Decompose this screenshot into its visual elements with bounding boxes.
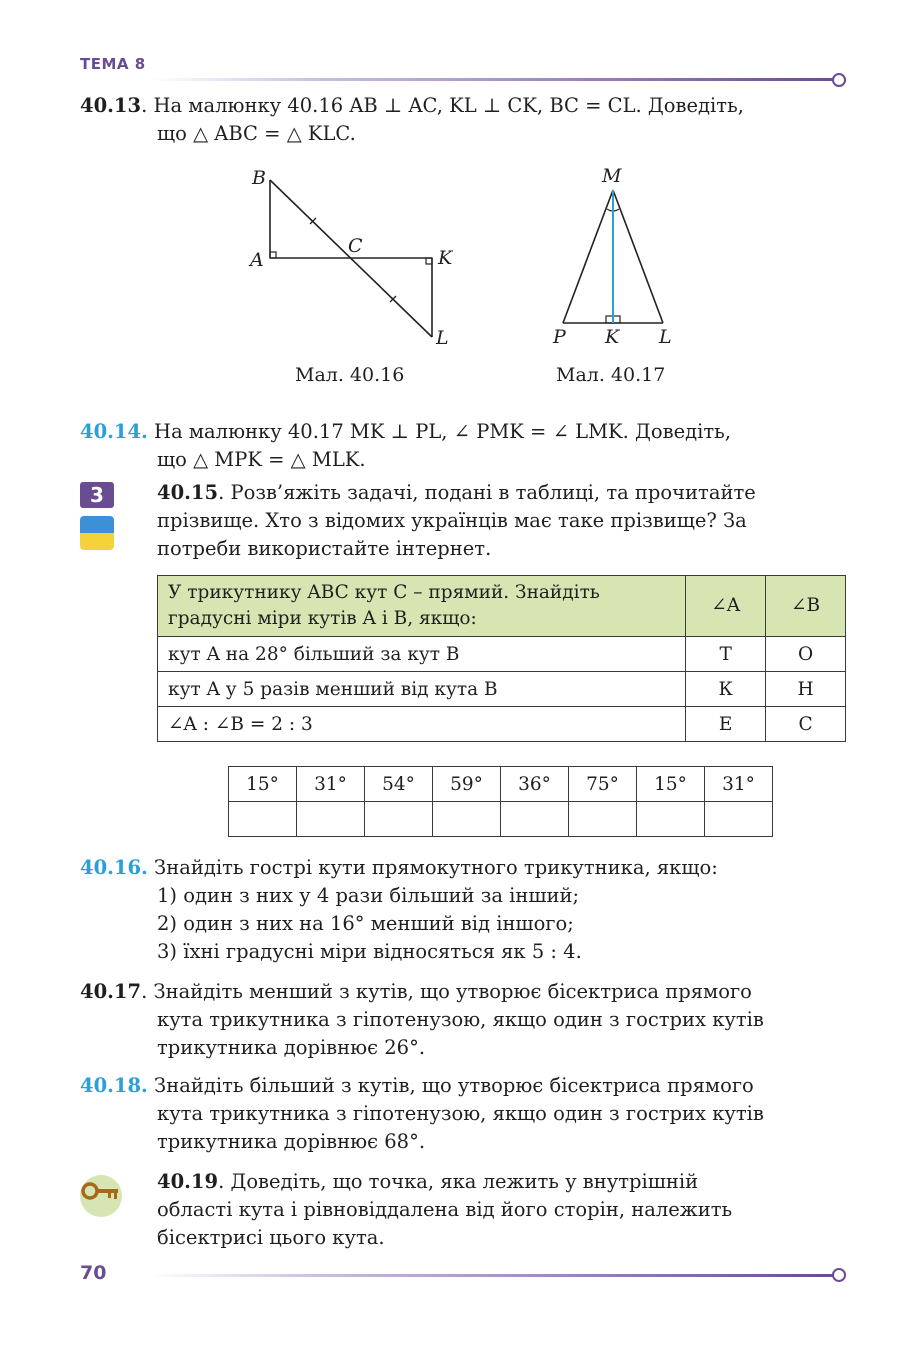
answer-blank-cell	[365, 802, 433, 837]
answer-blank-cell	[705, 802, 773, 837]
problem-text: трикутника дорівнює 68°.	[157, 1130, 426, 1153]
label-K: K	[438, 247, 453, 269]
problem-number: 40.13	[80, 94, 142, 117]
problem-number: 40.19	[157, 1170, 219, 1193]
problem-40-16	[80, 854, 845, 966]
answer-blank-cell	[433, 802, 501, 837]
row-letter-a: К	[686, 672, 766, 707]
problem-text: . На малюнку 40.16 AB ⊥ AC, KL ⊥ CK, BC = CL. Доведіть,	[141, 94, 744, 117]
problem-text: Знайдіть більший з кутів, що утворює бісектриса прямого	[147, 1074, 754, 1097]
row-letter-b: О	[766, 637, 846, 672]
answer-value: 15°	[229, 767, 297, 802]
label-B: B	[252, 167, 266, 189]
answer-blank-cell	[637, 802, 705, 837]
task-table-header	[158, 576, 846, 637]
answer-value: 31°	[297, 767, 365, 802]
list-item: 1) один з них у 4 рази більший за інший;	[157, 884, 580, 907]
header-angle-a: ∠A	[686, 576, 766, 637]
answer-value: 15°	[637, 767, 705, 802]
figure-caption-40-17: Мал. 40.17	[556, 364, 666, 386]
problem-40-14	[80, 418, 845, 474]
problem-text: прізвище. Хто з відомих українців має таке прізвище? За	[157, 509, 747, 532]
label-A: A	[250, 249, 264, 271]
row-letter-b: С	[766, 707, 846, 742]
label-C: C	[348, 235, 363, 257]
answer-value: 75°	[569, 767, 637, 802]
problem-text: кута трикутника з гіпотенузою, якщо один з гострих кутів	[157, 1102, 764, 1125]
problem-number: 40.15	[157, 481, 219, 504]
task-table-header-text	[158, 576, 686, 637]
figure-caption-40-16: Мал. 40.16	[295, 364, 405, 386]
header-angle-b: ∠B	[766, 576, 846, 637]
label-P: P	[553, 326, 566, 348]
topic-label: ТЕМА 8	[80, 55, 146, 73]
label-K: K	[605, 326, 620, 348]
row-condition: кут A у 5 разів менший від кута B	[158, 672, 686, 707]
problem-text: Знайдіть гострі кути прямокутного трикутника, якщо:	[147, 856, 718, 879]
row-letter-a: Е	[686, 707, 766, 742]
problem-text: потреби використайте інтернет.	[157, 537, 492, 560]
problem-40-15	[157, 479, 845, 563]
footer-rule	[150, 1274, 833, 1277]
footer-rule-end	[832, 1268, 846, 1282]
label-L: L	[436, 327, 449, 349]
header-rule-end	[832, 73, 846, 87]
problem-40-18	[80, 1072, 845, 1156]
answer-blank-cell	[297, 802, 365, 837]
problem-number: 40.14.	[80, 420, 148, 443]
page-number: 70	[80, 1262, 107, 1284]
header-line: У трикутнику ABC кут C – прямий. Знайдіть	[168, 582, 600, 603]
problem-number: 40.18.	[80, 1074, 148, 1097]
table-row	[158, 707, 846, 742]
ukraine-flag-icon	[80, 516, 114, 550]
header-rule	[150, 78, 833, 81]
list-item: 3) їхні градусні міри відносяться як 5 : 4.	[157, 940, 582, 963]
level-badge-icon	[80, 482, 114, 508]
problem-text: трикутника дорівнює 26°.	[157, 1036, 426, 1059]
answer-value: 31°	[705, 767, 773, 802]
problem-text: . Знайдіть менший з кутів, що утворює бісектриса прямого	[141, 980, 752, 1003]
row-letter-a: Т	[686, 637, 766, 672]
problem-40-17	[80, 978, 845, 1062]
answer-value: 59°	[433, 767, 501, 802]
problem-text: бісектрисі цього кута.	[157, 1226, 385, 1249]
row-condition: кут A на 28° більший за кут B	[158, 637, 686, 672]
problem-40-13	[80, 92, 845, 148]
row-condition: ∠A : ∠B = 2 : 3	[158, 707, 686, 742]
answer-values-row	[229, 767, 773, 802]
answer-blank-cell	[229, 802, 297, 837]
row-letter-b: Н	[766, 672, 846, 707]
problem-text: . Доведіть, що точка, яка лежить у внутрішній	[218, 1170, 699, 1193]
label-L: L	[659, 326, 672, 348]
answer-table	[228, 766, 773, 837]
level-badge-number: 3	[90, 483, 104, 507]
label-M: M	[602, 165, 622, 187]
figure-40-17	[545, 160, 685, 350]
answer-blank-cell	[501, 802, 569, 837]
key-icon	[78, 1173, 124, 1219]
list-item: 2) один з них на 16° менший від іншого;	[157, 912, 574, 935]
problem-text: . Розв’яжіть задачі, подані в таблиці, та прочитайте	[218, 481, 756, 504]
answer-blank-cell	[569, 802, 637, 837]
header-line: градусні міри кутів A і B, якщо:	[168, 608, 477, 629]
problem-text: що △ ABC = △ KLC.	[157, 122, 356, 145]
figure-40-16	[240, 160, 470, 350]
task-table	[157, 575, 846, 742]
problem-number: 40.16.	[80, 856, 148, 879]
problem-text: кута трикутника з гіпотенузою, якщо один з гострих кутів	[157, 1008, 764, 1031]
problem-40-19	[157, 1168, 845, 1252]
problem-text: На малюнку 40.17 MK ⊥ PL, ∠ PMK = ∠ LMK. Доведіть,	[147, 420, 731, 443]
problem-text: області кута і рівновіддалена від його сторін, належить	[157, 1198, 733, 1221]
table-row	[158, 672, 846, 707]
problem-number: 40.17	[80, 980, 142, 1003]
problem-text: що △ MPK = △ MLK.	[157, 448, 366, 471]
answer-blank-row	[229, 802, 773, 837]
answer-value: 54°	[365, 767, 433, 802]
table-row	[158, 637, 846, 672]
answer-value: 36°	[501, 767, 569, 802]
